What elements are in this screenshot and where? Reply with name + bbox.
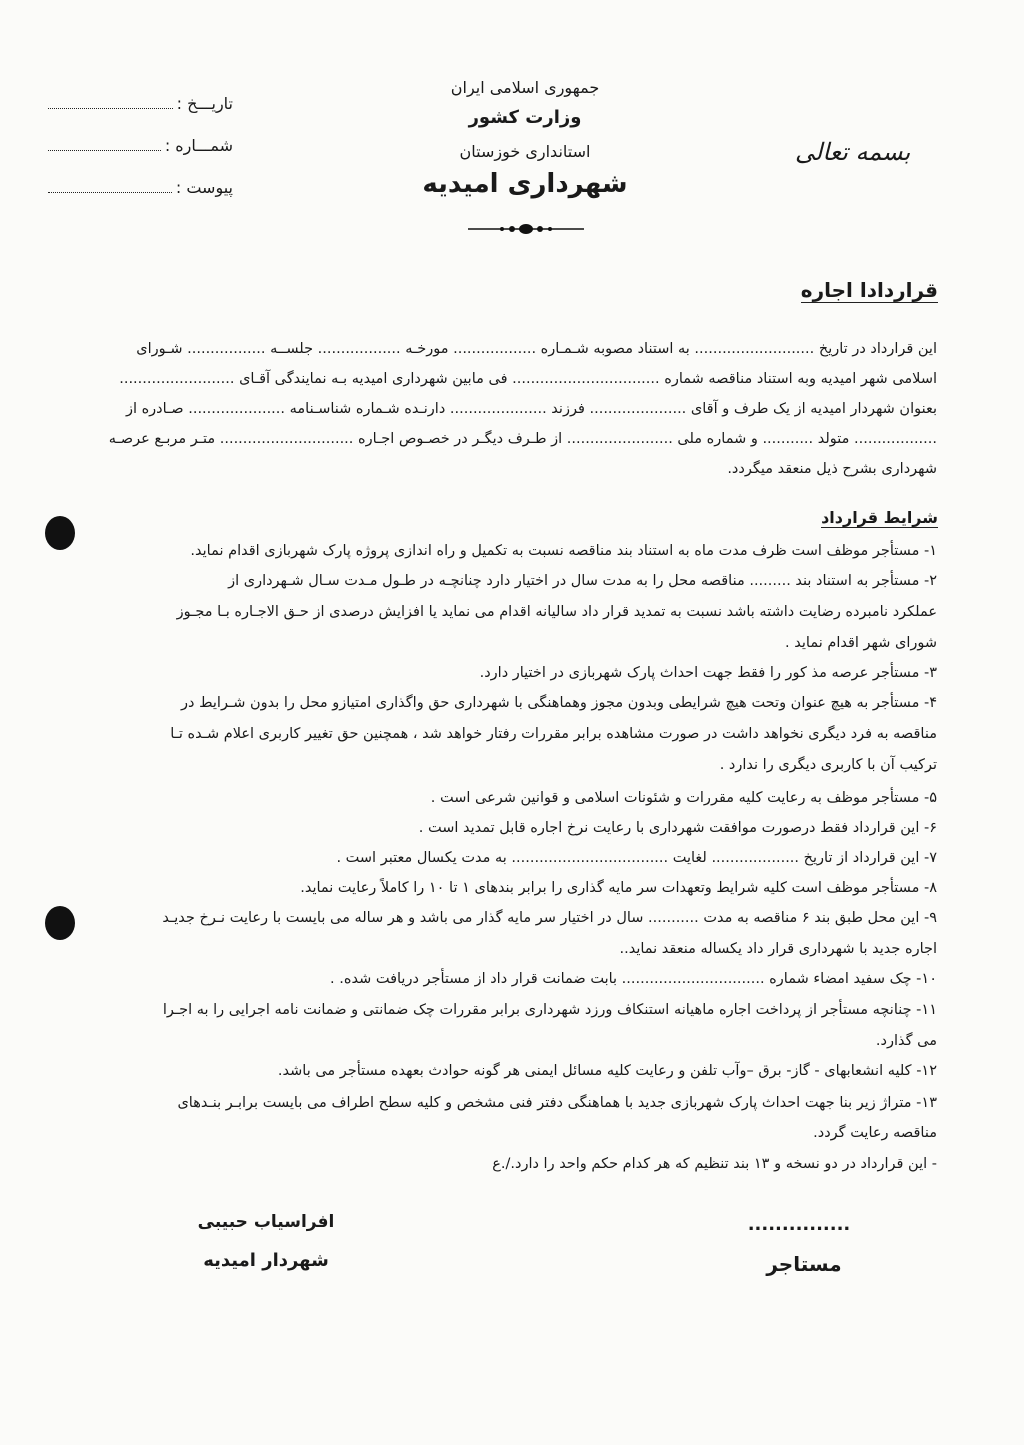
letterhead-line2: وزارت کشور [468, 107, 582, 128]
mayor-name: افراسیاب حبیبی [197, 1212, 335, 1232]
date-label: تاریـــخ : [176, 94, 233, 113]
letterhead-line1: جمهوری اسلامی ایران [450, 78, 600, 97]
mayor-title: شهردار امیدیه [203, 1250, 329, 1271]
condition-line: ۷- این قرارداد از تاریخ ................... لغایت .................................. به مدت یکسال معتبر است . [336, 850, 937, 866]
condition-line: عملکرد نامبرده رضایت داشته باشد نسبت به تمدید قرار داد سالیانه اقدام می نماید یا افزایش درصدی از حـق الاجـاره بـا مجـوز [176, 604, 937, 620]
condition-line: مناقصه به فرد دیگری نخواهد داشت در صورت مشاهده برابر مقررات رفتار خواهد شد ، همچنین حق تغییر کاربری اعلام شـده تـا [170, 726, 937, 742]
intro-line-4: .................. متولد ........... و شماره ملی ....................... از طـرف دیگـر در خصـوص اجـاره ............................. متـر مربـع عرصـه [108, 431, 937, 447]
condition-line: ۳- مستأجر عرصه مذ کور را فقط جهت احداث پارک شهربازی در اختیار دارد. [479, 665, 937, 681]
condition-line: - این قرارداد در دو نسخه و ۱۳ بند تنظیم که هر کدام حکم واحد را دارد./.ع [492, 1156, 937, 1172]
condition-line: ۱۰- چک سفید امضاء شماره ............................... بابت ضمانت قرار داد از مستأجر دریافت شده. . [330, 971, 937, 987]
letterhead-line3: استانداری خوزستان [459, 142, 591, 161]
condition-line: اجاره جدید با شهرداری قرار داد یکساله منعقد نماید.. [619, 941, 937, 957]
date-field [48, 94, 233, 113]
condition-line: ۵- مستأجر موظف به رعایت کلیه مقررات و شئونات اسلامی و قوانین شرعی است . [430, 790, 937, 806]
attachment-field [48, 178, 233, 197]
number-field [48, 136, 233, 155]
condition-line: شورای شهر اقدام نماید . [785, 635, 937, 651]
intro-line-3: بعنوان شهردار امیدیه از یک طرف و آقای ..................... فرزند ..................... دارنـده شـماره شناسـنامه ..................... صـادره از [125, 401, 937, 417]
condition-line: ۹- این محل طبق بند ۶ مناقصه به مدت ........... سال در اختیار سر مایه گذار می باشد و هر ساله می بایست با رعایت نـرخ جدیـد [162, 910, 937, 926]
intro-line-2: اسلامی شهر امیدیه وبه استناد مناقصه شماره ................................ فی مابین شهرداری امیدیه بـه نمایندگی آقـای ......................... [119, 371, 937, 387]
condition-line: می گذارد. [875, 1033, 937, 1049]
condition-line: ۶- این قرارداد فقط درصورت موافقت شهرداری با رعایت نرخ اجاره قابل تمدید است . [418, 820, 937, 836]
basmala-calligraphy: بسمه تعالی [795, 138, 911, 166]
intro-line-5: شهرداری بشرح ذیل منعقد میگردد. [727, 461, 937, 477]
condition-line: ترکیب آن با کاربری دیگری را ندارد . [719, 757, 937, 773]
punch-hole [45, 516, 75, 550]
condition-line: ۱- مستأجر موظف است ظرف مدت ماه به استناد بند مناقصه نسبت به تکمیل و راه اندازی پروژه پارک شهربازی اقدام نماید. [190, 543, 937, 559]
ornament-divider [468, 222, 584, 236]
letterhead [380, 78, 670, 199]
attachment-line [48, 180, 172, 193]
punch-hole [45, 906, 75, 940]
number-label: شمـــاره : [164, 136, 233, 155]
date-line [48, 96, 173, 109]
conditions-title: شرایط قرارداد [821, 508, 938, 527]
condition-line: ۸- مستأجر موظف است کلیه شرایط وتعهدات سر مایه گذاری را برابر بندهای ۱ تا ۱۰ را کاملاً رعایت نماید. [300, 880, 937, 896]
condition-line: ۱۲- کلیه انشعابهای - گاز- برق –وآب تلفن و رعایت کلیه مسائل ایمنی هر گونه حوادث بعهده مستأجر می باشد. [277, 1063, 937, 1079]
condition-line: ۴- مستأجر به هیچ عنوان وتحت هیچ شرایطی وبدون مجوز وهماهنگی با شهرداری حق واگذاری امتیازو محل را بدون شـرایط در [181, 695, 937, 711]
intro-line-1: این قرارداد در تاریخ .......................... به استناد مصوبه شـمـاره .................. مورخـه .................. جلســه ................. شـورای [136, 341, 937, 357]
condition-line: مناقصه رعایت گردد. [813, 1125, 937, 1141]
letterhead-line4: شهرداری امیدیه [422, 169, 628, 199]
attachment-label: پیوست : [175, 178, 233, 197]
contract-title: قراردادا اجاره [800, 278, 938, 302]
condition-line: ۱۱- چنانچه مستأجر از پرداخت اجاره ماهیانه استنکاف ورزد شهرداری برابر مقررات چک ضمانتی و ضمانت نامه اجرایی را به اجـرا [162, 1002, 937, 1018]
number-line [48, 138, 161, 151]
tenant-signature-dots: ............... [747, 1214, 851, 1235]
condition-line: ۱۳- متراژ زیر بنا جهت احداث پارک شهربازی جدید با هماهنگی دفتر فنی مشخص و کلیه سطح اطراف می بایست برابـر بنـدهای [177, 1095, 937, 1111]
tenant-label: مستاجر [766, 1252, 842, 1276]
condition-line: ۲- مستأجر به استناد بند ......... مناقصه محل را به مدت سال در اختیار دارد چنانچـه در طـول مـدت سـال شـهرداری از [228, 573, 937, 589]
